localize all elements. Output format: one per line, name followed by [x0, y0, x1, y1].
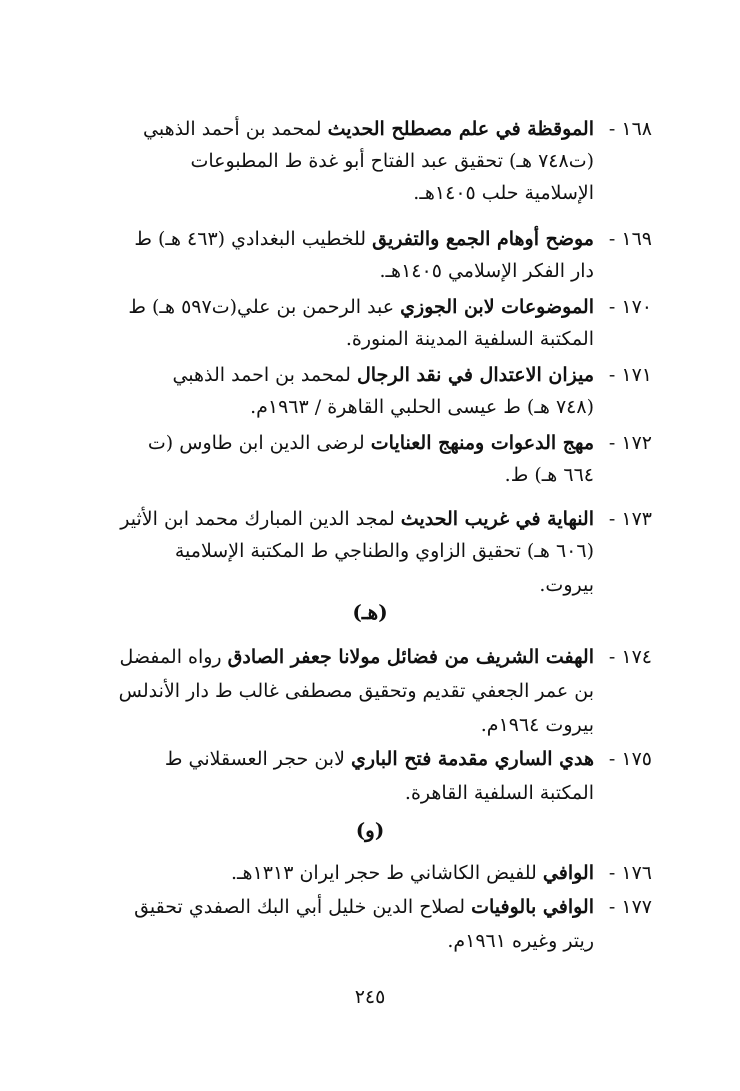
- entry-line-1: [64, 896, 594, 918]
- entry-title: الموضوعات لابن الجوزي: [400, 296, 594, 318]
- bibliography-entry: [104, 646, 652, 746]
- bibliography-entry: [104, 508, 652, 608]
- entry-title: الوافي: [542, 862, 594, 884]
- entry-text: لابن حجر العسقلاني ط: [164, 748, 345, 770]
- entry-line-2: المكتبة السلفية القاهرة.: [404, 782, 594, 804]
- bibliography-entry: [104, 296, 652, 360]
- section-heading-ha: (هـ): [352, 600, 388, 624]
- entry-line-1: [64, 748, 594, 770]
- entry-line-1: [64, 646, 594, 668]
- entry-line-1: [64, 118, 594, 140]
- entry-title: مهج الدعوات ومنهج العنايات: [370, 432, 594, 454]
- entry-title: هدي الساري مقدمة فتح الباري: [350, 748, 594, 770]
- entry-number: ١٧٢ -: [608, 432, 652, 454]
- entry-number: ١٧٧ -: [608, 896, 652, 918]
- entry-line-2: بن عمر الجعفي تقديم وتحقيق مصطفى غالب ط دار الأندلس: [118, 680, 594, 702]
- entry-number: ١٧٤ -: [608, 646, 652, 668]
- entry-title: الهفت الشريف من فضائل مولانا جعفر الصادق: [227, 646, 594, 668]
- bibliography-entry: [104, 748, 652, 812]
- entry-number: ١٦٩ -: [608, 228, 652, 250]
- entry-line-2: (٦٠٦ هـ) تحقيق الزاوي والطناجي ط المكتبة الإسلامية: [174, 540, 594, 562]
- entry-title: ميزان الاعتدال في نقد الرجال: [356, 364, 594, 386]
- bibliography-entry: [104, 862, 652, 894]
- entry-line-1: [64, 432, 594, 454]
- bibliography-entry: [104, 228, 652, 292]
- entry-line-1: [64, 296, 594, 318]
- entry-number: ١٧١ -: [608, 364, 652, 386]
- entry-title: النهاية في غريب الحديث: [400, 508, 594, 530]
- entry-number: ١٦٨ -: [608, 118, 652, 140]
- page-number: ٢٤٥: [354, 986, 386, 1008]
- entry-title: موضح أوهام الجمع والتفريق: [372, 228, 594, 250]
- entry-text: لصلاح الدين خليل أبي البك الصفدي تحقيق: [134, 896, 466, 918]
- entry-title: الموقظة في علم مصطلح الحديث: [327, 118, 594, 140]
- entry-number: ١٧٠ -: [608, 296, 652, 318]
- entry-text: للخطيب البغدادي (٤٦٣ هـ) ط: [134, 228, 367, 250]
- entry-text: لرضى الدين ابن طاوس (ت: [147, 432, 365, 454]
- entry-line-3: الإسلامية حلب ١٤٠٥هـ.: [413, 182, 594, 204]
- entry-line-1: [64, 862, 594, 884]
- entry-title: الوافي بالوفيات: [471, 896, 594, 918]
- entry-line-1: [64, 364, 594, 386]
- entry-line-2: دار الفكر الإسلامي ١٤٠٥هـ.: [379, 260, 594, 282]
- bibliography-entry: [104, 364, 652, 428]
- entry-line-2: المكتبة السلفية المدينة المنورة.: [345, 328, 594, 350]
- entry-line-3: بيروت ١٩٦٤م.: [480, 714, 594, 736]
- entry-number: ١٧٣ -: [608, 508, 652, 530]
- entry-text: لمحمد بن احمد الذهبي: [172, 364, 351, 386]
- bibliography-entry: [104, 432, 652, 496]
- section-heading-waw: (و): [355, 818, 385, 842]
- entry-number: ١٧٦ -: [608, 862, 652, 884]
- entry-line-2: (ت٧٤٨ هـ) تحقيق عبد الفتاح أبو غدة ط المطبوعات: [190, 150, 594, 172]
- entry-text: للفيض الكاشاني ط حجر ايران ١٣١٣هـ.: [230, 862, 537, 884]
- entry-line-1: [64, 228, 594, 250]
- entry-line-2: ٦٦٤ هـ) ط.: [504, 464, 594, 486]
- entry-line-1: [64, 508, 594, 530]
- entry-text: لمجد الدين المبارك محمد ابن الأثير: [120, 508, 395, 530]
- bibliography-entry: [104, 118, 652, 218]
- entry-line-3: بيروت.: [539, 574, 594, 596]
- entry-number: ١٧٥ -: [608, 748, 652, 770]
- entry-text: عبد الرحمن بن علي(ت٥٩٧ هـ) ط: [128, 296, 395, 318]
- entry-text: رواه المفضل: [119, 646, 222, 668]
- bibliography-entry: [104, 896, 652, 960]
- entry-line-2: (٧٤٨ هـ) ط عيسى الحلبي القاهرة / ١٩٦٣م.: [250, 396, 594, 418]
- entry-line-2: ريتر وغيره ١٩٦١م.: [447, 930, 594, 952]
- entry-text: لمحمد بن أحمد الذهبي: [143, 118, 322, 140]
